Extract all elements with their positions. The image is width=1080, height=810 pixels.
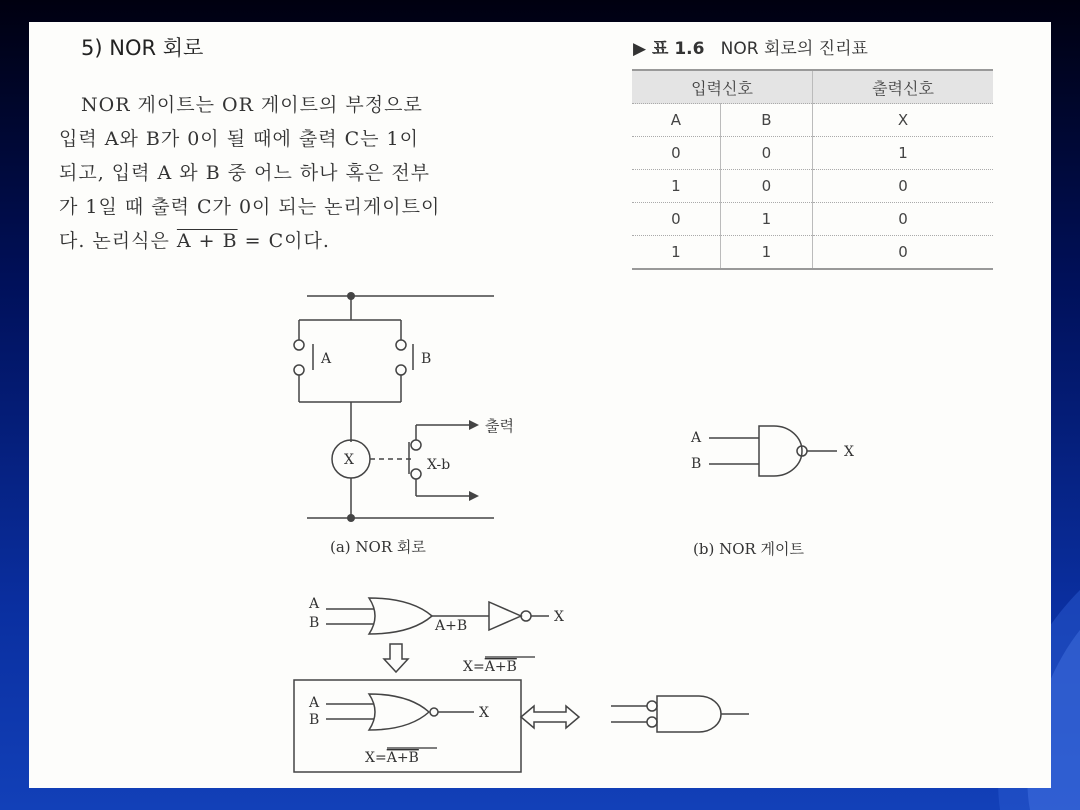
down-arrow-icon [384, 644, 408, 672]
boxed-nor-gate [326, 694, 474, 730]
contact-label: X-b [427, 457, 451, 473]
section-heading: 5) NOR 회로 [81, 36, 204, 60]
circuit-caption: (a) NOR 회로 [330, 538, 426, 556]
diagrams [29, 22, 1051, 788]
table-cell: 0 [720, 170, 812, 203]
table-cell: 0 [720, 137, 812, 170]
table-cell: 1 [812, 137, 993, 170]
switch-b-label: B [421, 351, 432, 367]
and-gate-inverted-inputs [611, 696, 749, 732]
gate-caption: (b) NOR 게이트 [693, 540, 805, 558]
header-output: 출력신호 [812, 70, 993, 104]
table-cell: 1 [720, 203, 812, 236]
box-output-label: X [479, 705, 489, 721]
equivalence-arrow-icon [521, 706, 579, 728]
table-cell: 0 [632, 203, 720, 236]
subheader-b: B [720, 104, 812, 137]
box-expr-prefix: X= [365, 750, 387, 766]
table-cell: 1 [632, 170, 720, 203]
gate-input-b-label: B [691, 456, 702, 472]
subheader-x: X [812, 104, 993, 137]
nor-expression: A + B [176, 230, 238, 252]
expr-overbar: A+B [484, 659, 517, 675]
paragraph-line: NOR 게이트는 OR 게이트의 부정으로 [81, 94, 423, 116]
table-cell: 0 [812, 170, 993, 203]
relay-label: X [344, 452, 354, 468]
subheader-a: A [632, 104, 720, 137]
table-cell: 0 [812, 203, 993, 236]
relay-circuit [294, 296, 494, 518]
chain-expression [463, 659, 517, 675]
paragraph-line: 가 1일 때 출력 C가 0이 되는 논리게이트이 [59, 196, 441, 218]
chain-input-a-label: A [309, 596, 320, 612]
table-cell: 1 [720, 236, 812, 270]
box-input-a-label: A [309, 695, 320, 711]
box-expr-overbar: A+B [386, 750, 419, 766]
paragraph-text: = C이다. [237, 230, 330, 252]
output-arrow-icon [469, 420, 479, 501]
table-title: NOR 회로의 진리표 [720, 39, 868, 59]
output-label: 출력 [485, 417, 514, 435]
switch-a-label: A [321, 351, 332, 367]
nor-gate-symbol [709, 426, 837, 476]
chain-output-label: X [554, 609, 564, 625]
chain-input-b-label: B [309, 615, 320, 631]
paragraph-line: 되고, 입력 A 와 B 중 어느 하나 혹은 전부 [59, 162, 431, 184]
paragraph-text: 다. 논리식은 [59, 230, 177, 252]
paragraph-line: 입력 A와 B가 0이 될 때에 출력 C는 1이 [59, 128, 419, 150]
header-input: 입력신호 [632, 70, 812, 104]
box-input-b-label: B [309, 712, 320, 728]
table-cell: 0 [812, 236, 993, 270]
table-cell: 1 [632, 236, 720, 270]
gate-input-a-label: A [691, 430, 702, 446]
textbook-page [29, 22, 1051, 788]
or-output-label: A+B [435, 618, 468, 634]
table-cell: 0 [632, 137, 720, 170]
table-number: ▶ 표 1.6 [633, 39, 705, 59]
expr-prefix: X= [463, 659, 485, 675]
gate-output-label: X [844, 444, 854, 460]
box-expression [365, 750, 419, 766]
